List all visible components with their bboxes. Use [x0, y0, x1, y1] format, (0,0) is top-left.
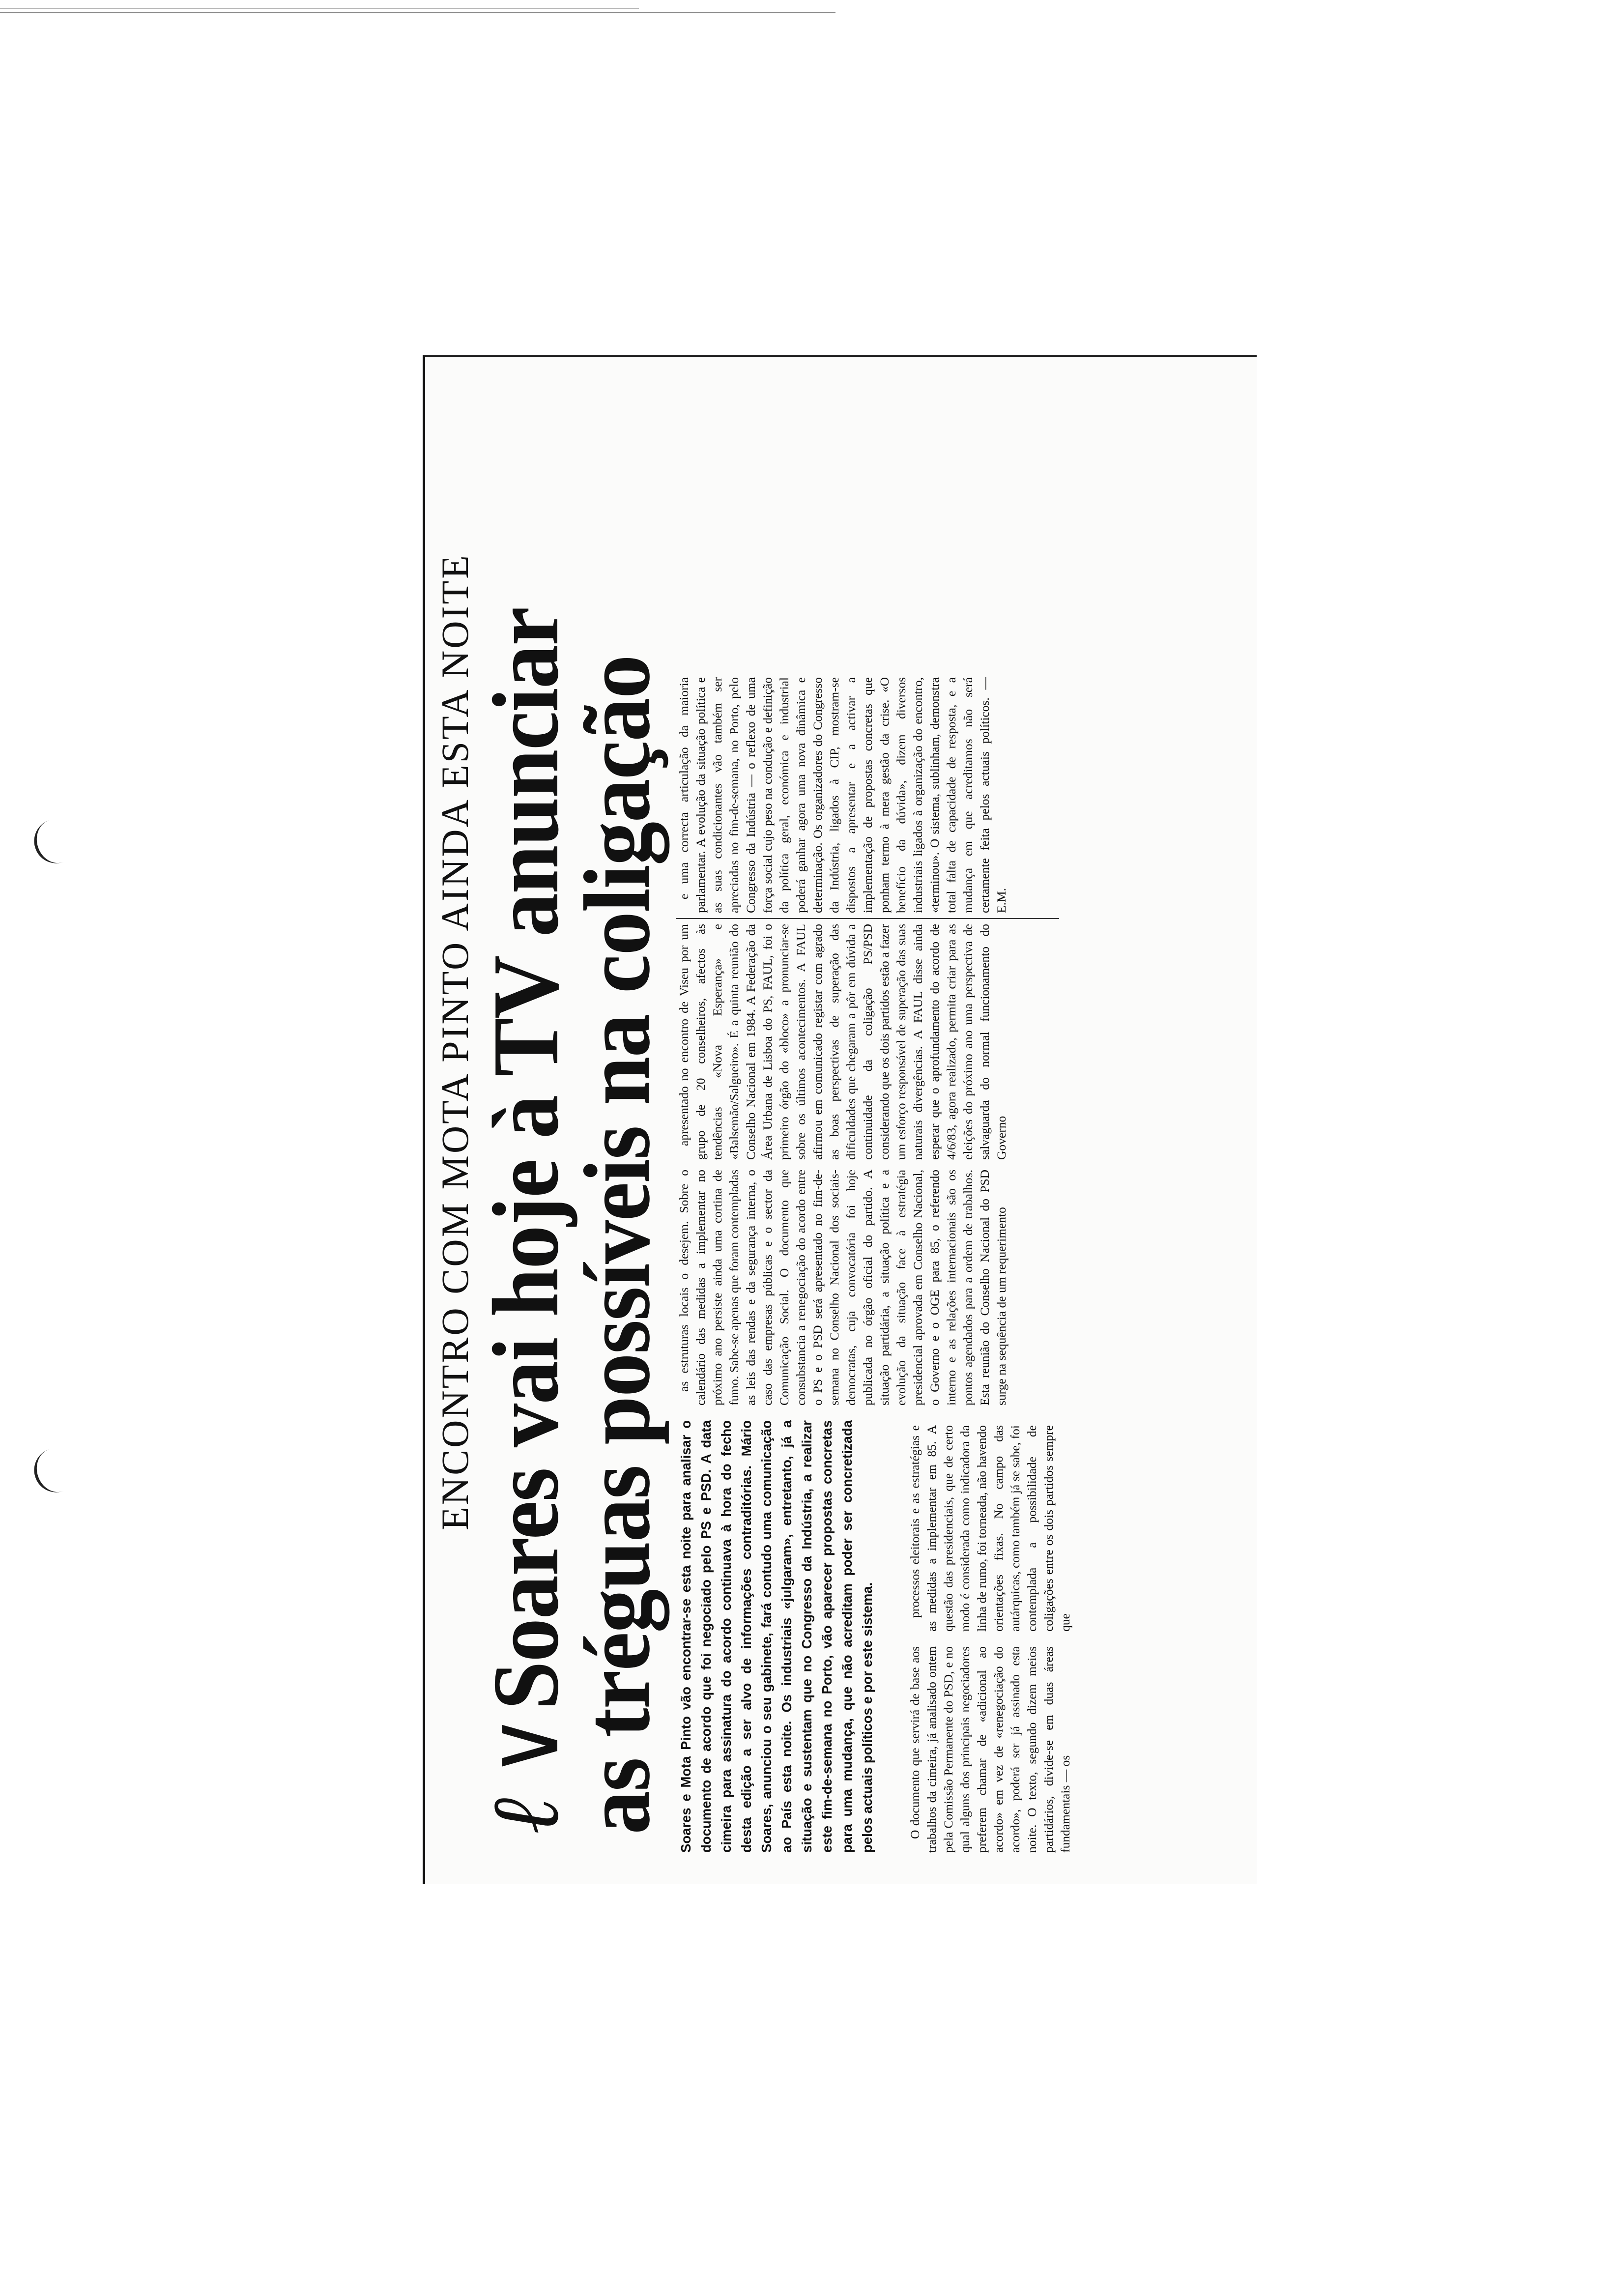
- article-columns: [676, 378, 1072, 1853]
- column-text: O documento que servirá de base aos trabalhos da cimeira, já analisado ontem pela Comissão Permanente do PSD, e no qual alguns dos principais negociadores preferem chamar de «adicional ao acordo» em vez de «renegociação do acordo», poderá ser já assinado esta noite. O texto, segundo dizem meios partidários, divide-se em duas áreas fundamentais — os: [908, 1646, 1072, 1853]
- article-kicker: ENCONTRO COM MOTA PINTO AINDA ESTA NOITE: [433, 553, 476, 1530]
- headline-line-2: as tréguas possíveis na coligação: [565, 656, 669, 1835]
- article-column-4: [676, 924, 1010, 1160]
- article-column-2: [907, 1425, 1074, 1632]
- article-column-5: [676, 677, 1010, 913]
- headline-line-1: Soares vai hoje à TV anunciar: [473, 607, 578, 1710]
- article-column-1: [907, 1646, 1074, 1853]
- pen-mark: [29, 1446, 74, 1498]
- article: [425, 359, 1256, 1882]
- column-divider: [676, 918, 1059, 919]
- pen-mark: [29, 817, 74, 869]
- newspaper-clipping: [423, 355, 1257, 1884]
- headline: [473, 482, 669, 1853]
- column-text: e uma correcta articulação da maioria parlamentar. A evolução da situação política e as suas condicionantes vão também ser apreciadas no fim-de-semana, no Porto, pelo Congresso da Indústria — o reflexo de uma força social cujo peso na condução e definição da política geral, económica e industrial poderá ganhar agora uma nova dinâmica e determinação. Os organizadores do Congresso da Indústria, ligados à CIP, mostram-se dispostos a apresentar e a activar a implementação de propostas concretas que ponham termo à mera gestão da crise. «O benefício da dúvida», dizem diversos industriais ligados à organização do encontro, «terminou». O sistema, sublinham, demonstra total falta de capacidade de resposta, e a mudança em que acreditamos não será certamente feita pelos actuais políticos. — E.M.: [677, 677, 1008, 913]
- article-column-3: [676, 1170, 1010, 1406]
- article-lead: Soares e Mota Pinto vão encontrar-se esta noite para analisar o documento de acordo que foi negociado pelo PS e PSD. A data cimeira para assinatura do acordo continuava à hora do fecho desta edição a ser alvo de informações contraditórias. Mário Soares, anunciou o seu gabinete, fará contudo uma comunicação ao País esta noite. Os industriais «julgaram», entretanto, já a situação e sustentam que no Congresso da Indústria, a realizar este fim-de-semana no Porto, vão aparecer propostas concretas para uma mudança, que não acreditam poder ser concretizada pelos actuais políticos e por este sistema.: [678, 1420, 875, 1853]
- column-text: apresentado no encontro de Viseu por um grupo de 20 conselheiros, afectos às tendências «Nova Esperança» e «Balsemão/Salgueiro». É a quinta reunião do Conselho Nacional em 1984. A Federação da Área Urbana de Lisboa do PS, FAUL, foi o primeiro órgão do «bloco» a pronunciar-se sobre os últimos acontecimentos. A FAUL afirmou em comunicado registar com agrado as boas perspectivas de superação das dificuldades que chegaram a pôr em dúvida a continuidade da coligação PS/PSD considerando que os dois partidos estão a fazer um esforço responsável de superação das suas naturais divergências. A FAUL disse ainda esperar que o aprofundamento do acordo de 4/6/83, agora realizado, permita criar para as eleições do próximo ano uma perspectiva de salvaguarda do normal funcionamento do Governo: [677, 924, 1008, 1160]
- column-text: processos eleitorais e as estratégias e as medidas a implementar em 85. A questão das presidenciais, que de certo modo é considerada como indicadora da linha de rumo, foi torneada, não havendo orientações fixas. No campo das autárquicas, como também já se sabe, foi contemplada a possibilidade de coligações entre os dois partidos sempre que: [908, 1425, 1072, 1632]
- handwritten-mark-icon: ℓ ∨: [473, 1714, 578, 1835]
- page-edge-line: [0, 8, 639, 9]
- article-body: [676, 378, 1072, 1853]
- page-edge-line-dark: [0, 12, 835, 13]
- column-text: as estruturas locais o desejem. Sobre o calendário das medidas a implementar no próximo ano persiste ainda uma cortina de fumo. Sabe-se apenas que foram contempladas as leis das rendas e da segurança interna, o caso das empresas públicas e o sector da Comunicação Social. O documento que consubstancia a renegociação do acordo entre o PS e o PSD será apresentado no fim-de-semana no Conselho Nacional dos sociais-democratas, cuja convocatória foi hoje publicada no órgão oficial do partido. A situação partidária, a situação política e a evolução da situação face à estratégia presidencial aprovada em Conselho Nacional, o Governo e o OGE para 85, o referendo interno e as relações internacionais são os pontos agendados para a ordem de trabalhos. Esta reunião do Conselho Nacional do PSD surge na sequência de um requerimento: [677, 1170, 1008, 1406]
